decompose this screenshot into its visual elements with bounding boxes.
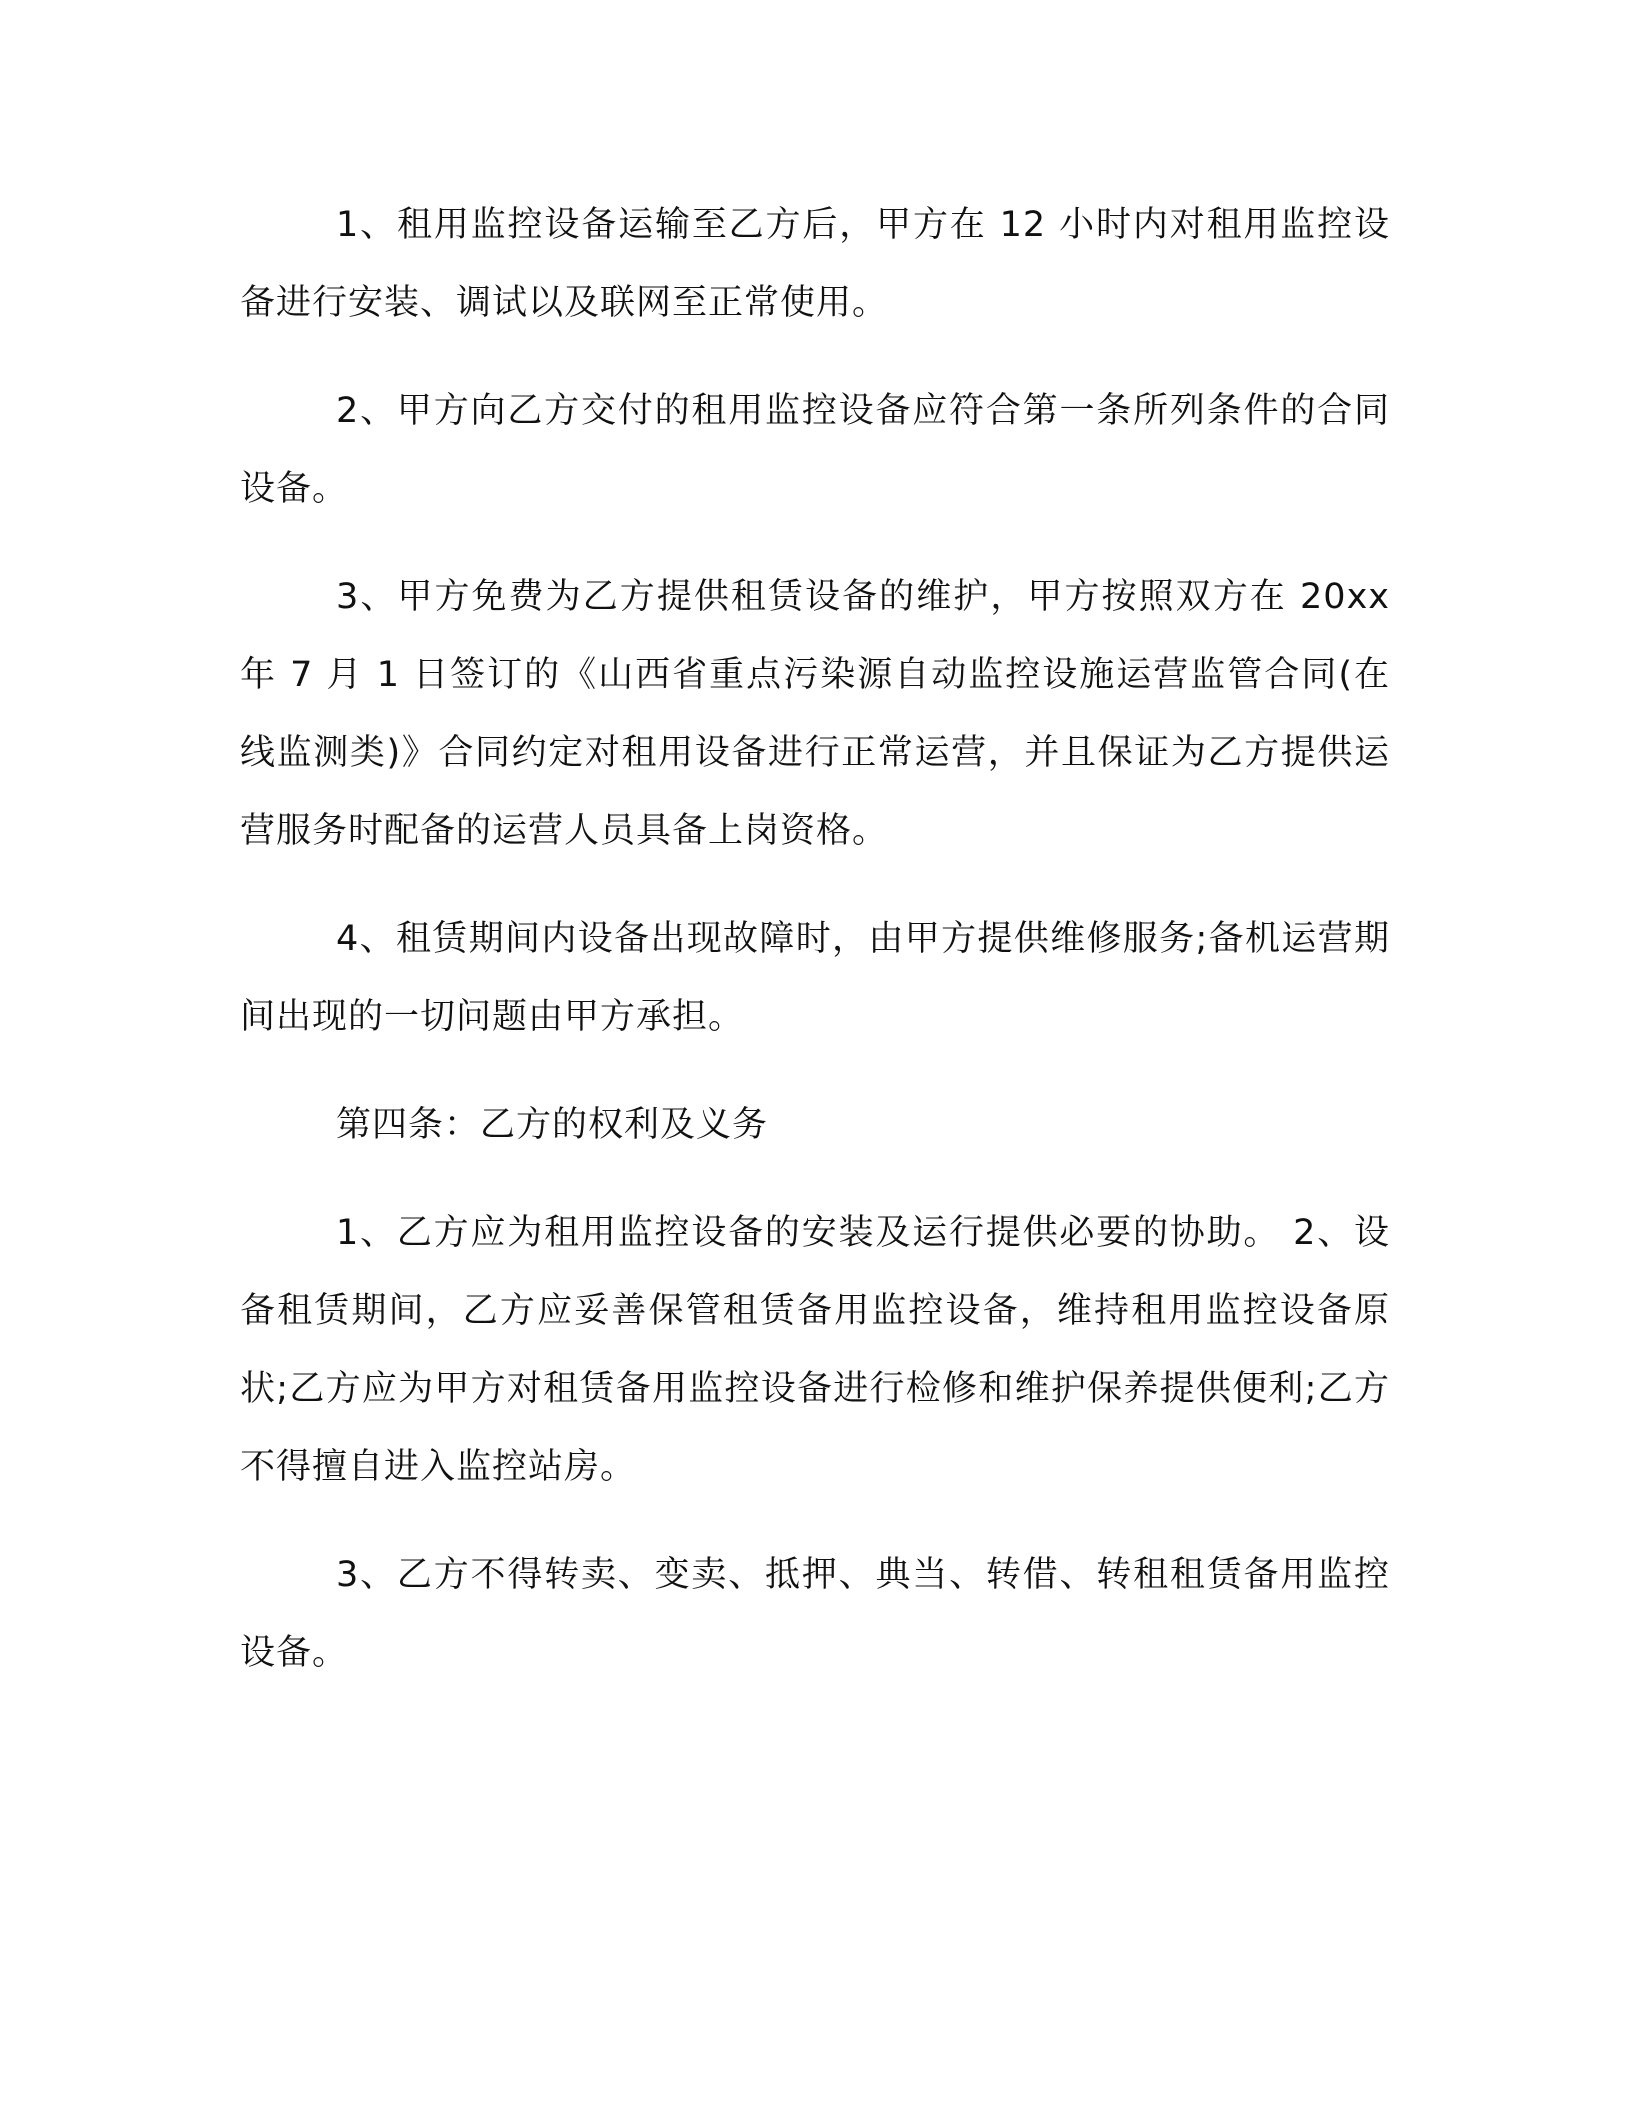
paragraph-party-a-item-1: 1、租用监控设备运输至乙方后，甲方在 12 小时内对租用监控设备进行安装、调试以及联网至正常使用。 [240,205,1390,323]
paragraph-party-b-item-3: 3、乙方不得转卖、变卖、抵押、典当、转借、转租租赁备用监控设备。 [240,1555,1390,1673]
article-four-heading: 第四条：乙方的权利及义务 [336,1105,769,1145]
document-body [240,186,1390,1722]
paragraph-party-a-item-2: 2、甲方向乙方交付的租用监控设备应符合第一条所列条件的合同设备。 [240,391,1390,509]
paragraph-party-a-item-4: 4、租赁期间内设备出现故障时，由甲方提供维修服务;备机运营期间出现的一切问题由甲方承担。 [240,919,1390,1037]
paragraph-party-a-item-3: 3、甲方免费为乙方提供租赁设备的维护，甲方按照双方在 20xx 年 7 月 1 日签订的《山西省重点污染源自动监控设施运营监管合同(在线监测类)》合同约定对租用设备进行正常运营，并且保证为乙方提供运营服务时配备的运营人员具备上岗资格。 [240,577,1390,851]
paragraph-party-b-item-1-2: 1、乙方应为租用监控设备的安装及运行提供必要的协助。 2、设备租赁期间，乙方应妥善保管租赁备用监控设备，维持租用监控设备原状;乙方应为甲方对租赁备用监控设备进行检修和维护保养提供便利;乙方不得擅自进入监控站房。 [240,1213,1390,1487]
